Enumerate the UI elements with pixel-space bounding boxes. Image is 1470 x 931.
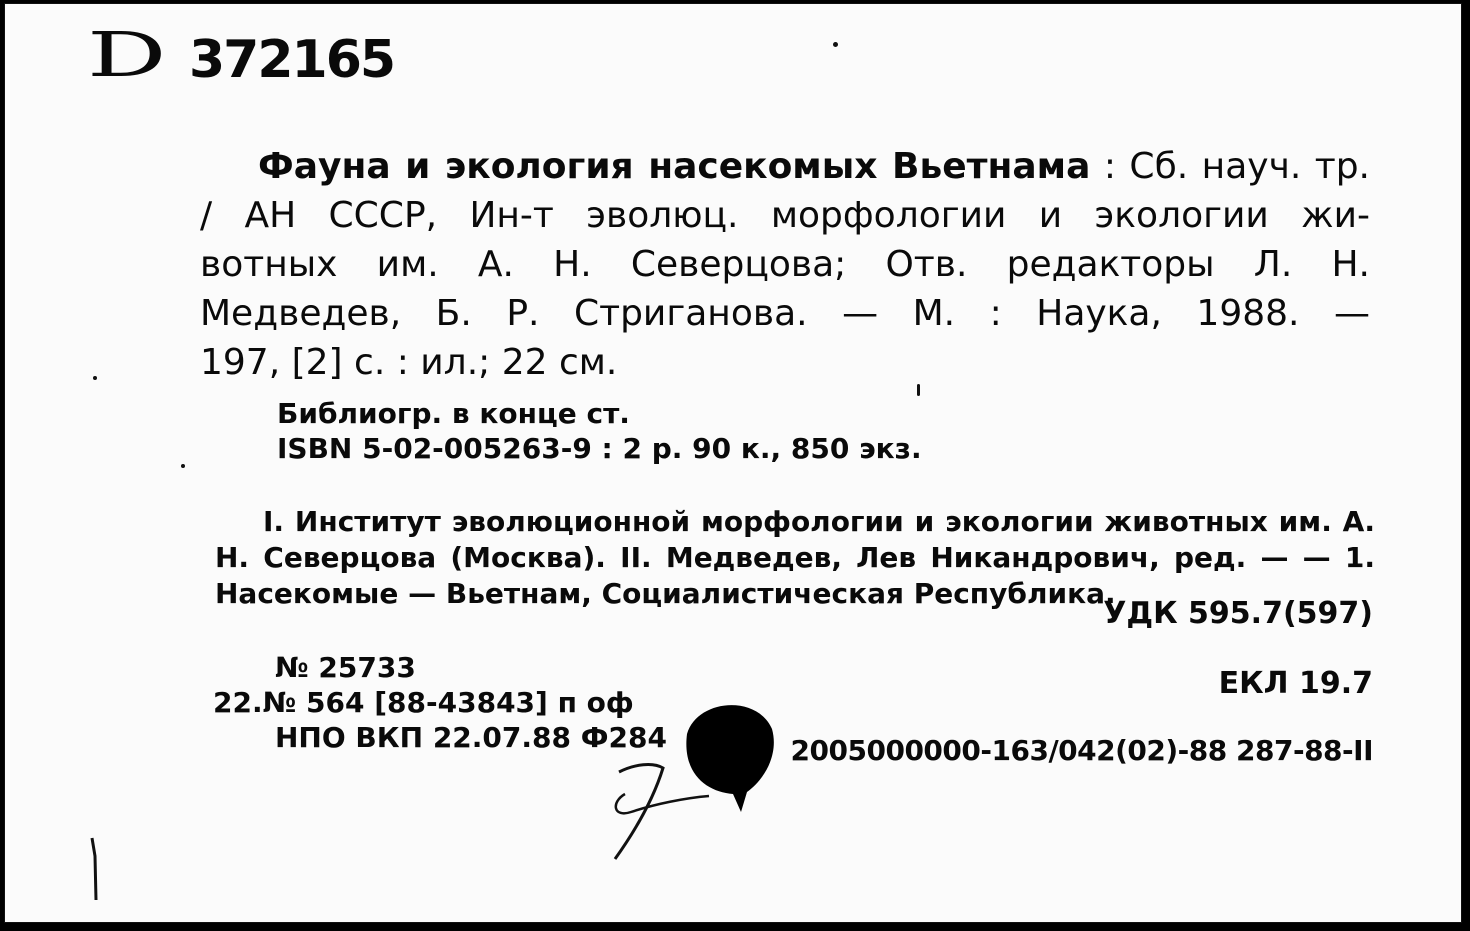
- bibliography-note: Библиогр. в конце ст.: [277, 397, 630, 430]
- entry-line-3: вотных им. А. Н. Северцова; Отв. редакторы Л. Н.: [200, 244, 1370, 285]
- entry-line-2: / АН СССР, Ин-т эволюц. морфологии и экологии жи-: [200, 195, 1370, 236]
- print-code: 2005000000-163/042(02)-88 287-88-II: [790, 734, 1373, 767]
- speck: [181, 464, 185, 468]
- entry-line-4: Медведев, Б. Р. Стриганова. — М. : Наука, 1988. —: [200, 293, 1370, 334]
- handwritten-mark: [605, 754, 725, 864]
- isbn-line: ISBN 5-02-005263-9 : 2 р. 90 к., 850 экз.: [277, 432, 922, 465]
- catalog-card: [4, 3, 1462, 923]
- entry-line-1: [200, 142, 1370, 191]
- catalog-mark: D: [87, 18, 167, 91]
- footer-block: [213, 650, 667, 755]
- speck: [833, 42, 838, 47]
- footer-line-3: НПО ВКП 22.07.88 Ф284: [275, 721, 667, 754]
- footer-line-2: 22.№ 564 [88-43843] п оф: [213, 686, 634, 719]
- tracing-line-3: Насекомые — Вьетнам, Социалистическая Республика.: [215, 577, 1116, 610]
- pencil-tick-mark: [89, 836, 101, 902]
- udk-classification: УДК 595.7(597): [1103, 596, 1373, 631]
- tracing-line-2: Н. Северцова (Москва). II. Медведев, Лев Никандрович, ред. — — 1.: [215, 541, 1375, 574]
- book-title: Фауна и экология насекомых Вьетнама: [258, 146, 1091, 187]
- bibliographic-entry: [200, 142, 1370, 387]
- speck: [93, 376, 97, 380]
- ekl-classification: ЕКЛ 19.7: [1218, 666, 1373, 701]
- entry-line-5: 197, [2] с. : ил.; 22 см.: [200, 342, 618, 383]
- catalog-number: 372165: [189, 30, 395, 90]
- book-subtitle: : Сб. науч. тр.: [1103, 146, 1370, 187]
- tracing-line-1: I. Институт эволюционной морфологии и экологии животных им. А.: [263, 505, 1375, 538]
- notes-block: [277, 396, 922, 466]
- footer-line-1: № 25733: [275, 651, 416, 684]
- speck: [917, 384, 920, 396]
